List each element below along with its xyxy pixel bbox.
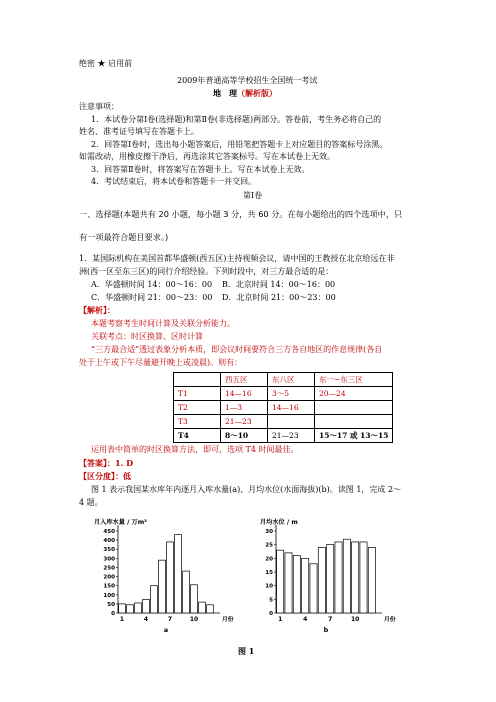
table-cell: 21—23	[221, 415, 268, 429]
bar	[310, 564, 317, 613]
bar	[302, 558, 309, 613]
table-cell	[315, 401, 393, 415]
bar	[360, 542, 367, 613]
analysis-conclusion: 运用表中简单的时区换算方法，即可，选项 T4 时间最佳。	[91, 445, 299, 454]
timezone-table	[173, 372, 393, 443]
x-tick-label: 1	[278, 616, 283, 623]
x-axis-label: 月份	[384, 617, 396, 623]
y-tick-label: 0	[111, 611, 115, 617]
x-tick-label: 4	[303, 616, 308, 623]
x-axis-label: 月份	[222, 617, 234, 623]
subject-name: 地 理	[213, 88, 237, 98]
analysis-text: 本题考察考生时间计算及关联分析能力。	[91, 319, 235, 328]
q1-option-b: B．北京时间 14：00～16：00	[222, 280, 336, 289]
y-tick-label: 25	[265, 542, 273, 549]
table-header-row	[174, 373, 393, 387]
table-cell: 东一~东三区	[315, 373, 393, 387]
bar	[285, 553, 292, 613]
notice-item: 4．考试结束后，将本试卷和答题卡一并交回。	[91, 177, 257, 186]
table-cell: T1	[174, 387, 221, 401]
bar	[335, 542, 342, 613]
x-tick-label: 10	[189, 616, 199, 623]
analysis-text: 处于上午或下午尽量避开晚上或凌晨)。则有：	[79, 358, 243, 367]
table-cell: 21—23	[268, 429, 315, 443]
notice-item: 姓名、准考证号填写在答题卡上。	[79, 127, 199, 136]
secret-mark: 绝密 ★ 启用前	[79, 59, 133, 68]
notice-item: 3．回答第Ⅱ卷时，将答案写在答题卡上。写在本试卷上无效。	[91, 165, 310, 174]
y-tick-label: 150	[103, 583, 115, 590]
chart-inflow	[92, 515, 250, 643]
y-tick-label: 200	[103, 574, 115, 581]
y-tick-label: 15	[265, 570, 273, 576]
table-row	[174, 429, 393, 443]
chart-sublabel: a	[163, 626, 169, 634]
notice-item: 2．回答第Ⅰ卷时，选出每小题答案后，用铅笔把答题卡上对应题目的答案标号涂黑。	[91, 140, 388, 149]
bar	[368, 547, 375, 613]
bar	[199, 602, 206, 613]
table-cell	[174, 373, 221, 387]
bar	[318, 547, 325, 613]
y-tick-label: 100	[103, 592, 115, 599]
table-cell: 20—24	[315, 387, 393, 401]
y-tick-label: 350	[103, 547, 115, 554]
y-tick-label: 5	[269, 597, 273, 604]
x-tick-label: 7	[328, 616, 333, 623]
difficulty-label: 【区分度】：低	[79, 471, 131, 481]
section-title: 第Ⅰ卷	[243, 191, 263, 200]
bar	[159, 560, 166, 613]
table-cell: T3	[174, 415, 221, 429]
figure-intro: 图 1 表示我国某水库年内逐月入库水量(a)、月均水位(水面海拔)(b)。读图 1，完成 2～	[91, 485, 402, 494]
table-cell: T2	[174, 401, 221, 415]
instruction-line: 一、选择题(本题共有 20 小题，每小题 3 分，共 60 分。在每小题给出的四个选项中，只	[79, 209, 403, 219]
x-tick-label: 7	[167, 616, 173, 623]
bar	[277, 550, 284, 613]
table-cell	[315, 415, 393, 429]
table-cell: 1—3	[221, 401, 268, 415]
exam-title: 2009年普通高等学校招生全国统一考试	[177, 76, 318, 85]
subject-note: （解析版）	[237, 88, 277, 98]
bar	[191, 585, 198, 613]
y-tick-label: 10	[265, 583, 273, 590]
chart-title: 月均水位 / m	[260, 519, 298, 526]
chart-sublabel: b	[323, 626, 329, 634]
q1-stem: 1．某国际机构在美国首都华盛顿(西五区)主持视频会议，请中国的王教授在北京给远在非	[79, 254, 395, 263]
bar	[327, 545, 334, 613]
x-tick-label: 10	[350, 616, 360, 623]
y-tick-label: 450	[103, 529, 115, 535]
bar	[352, 542, 359, 613]
y-tick-label: 250	[103, 565, 115, 572]
y-tick-label: 0	[269, 611, 273, 617]
table-row	[174, 415, 393, 429]
answer-label: 【答案】：1. D	[79, 458, 134, 468]
instruction-line: 有一项最符合题目要求。)	[79, 232, 169, 242]
bar	[293, 556, 300, 613]
table-cell: 15～17 或 13～15	[315, 429, 393, 443]
figure-intro: 4 题。	[79, 498, 103, 507]
notice-item: 1．本试卷分第Ⅰ卷(选择题)和第Ⅱ卷(非选择题)两部分。答卷前，考生务必将自己的	[91, 115, 382, 124]
chart-title: 月入库水量 / 万m³	[94, 519, 147, 526]
table-cell: 3～5	[268, 387, 315, 401]
subject-title	[213, 88, 277, 99]
bar	[183, 571, 190, 613]
table-row	[174, 387, 393, 401]
table-cell: 8～10	[221, 429, 268, 443]
table-row	[174, 401, 393, 415]
notice-item: 如需改动，用橡皮擦干净后，再选涂其它答案标号。写在本试卷上无效。	[79, 152, 335, 161]
figure-caption: 图 1	[238, 646, 255, 656]
y-tick-label: 20	[265, 556, 273, 563]
bar	[343, 539, 350, 613]
bar	[127, 605, 134, 613]
analysis-label: 【解析】：	[79, 305, 115, 315]
bar	[143, 599, 150, 613]
bar	[135, 603, 142, 613]
notice-title: 注意事项：	[79, 102, 119, 111]
analysis-text: 关联考点：时区换算、区时计算	[91, 332, 203, 341]
x-tick-label: 4	[143, 616, 149, 623]
q1-option-d: D．北京时间 21：00～23：00	[222, 293, 336, 302]
bar	[151, 586, 158, 613]
analysis-text: “三方最合适”透过表象分析本质，即会议时间要符合三方各自地区的作息规律(各自	[91, 345, 383, 354]
bar	[175, 535, 182, 613]
q1-option-a: A．华盛顿时间 14：00～16：00	[91, 280, 213, 289]
table-cell: 14—16	[221, 387, 268, 401]
y-tick-label: 300	[103, 556, 115, 563]
bar	[207, 605, 214, 613]
y-tick-label: 50	[107, 601, 115, 608]
table-cell: 东八区	[268, 373, 315, 387]
table-cell: T4	[174, 429, 221, 443]
y-tick-label: 400	[103, 538, 115, 545]
y-tick-label: 30	[265, 529, 273, 535]
x-tick-label: 1	[119, 616, 125, 623]
chart-water-level	[258, 515, 410, 643]
table-cell: 西五区	[221, 373, 268, 387]
table-cell: 14—16	[268, 401, 315, 415]
bar	[119, 604, 126, 613]
table-cell	[268, 415, 315, 429]
q1-option-c: C．华盛顿时间 21：00～23：00	[91, 293, 213, 302]
bar	[167, 542, 174, 613]
q1-stem: 洲(西一区至东三区)的同行介绍经验。下列时段中，对三方最合适的是：	[79, 267, 334, 276]
